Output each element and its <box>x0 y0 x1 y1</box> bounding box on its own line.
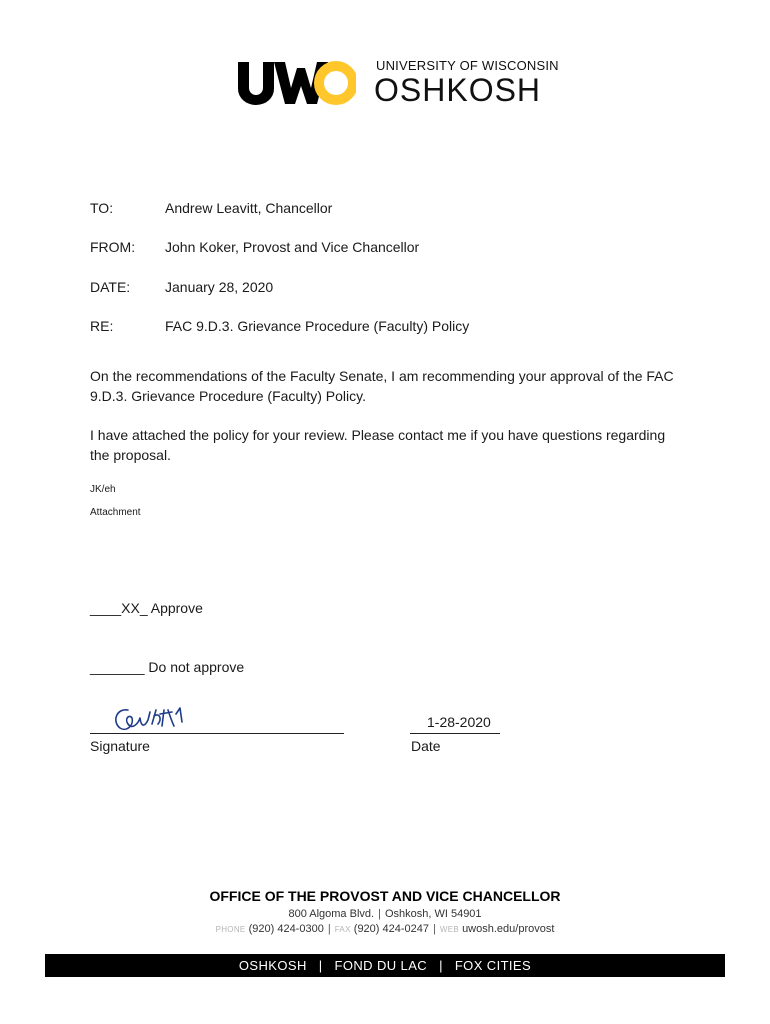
phone-label: PHONE <box>215 925 246 934</box>
not-approve-label: Do not approve <box>148 659 245 675</box>
approve-mark: ____XX_ <box>90 600 148 616</box>
logo-university-text: UNIVERSITY OF WISCONSIN <box>376 58 559 73</box>
web-address: uwosh.edu/provost <box>462 923 555 935</box>
body-paragraph-1: On the recommendations of the Faculty Senate, I am recommending your approval of the FAC 9.D.3. Grievance Procedure (Faculty) Policy. <box>90 368 674 404</box>
signature-line <box>90 733 344 734</box>
approve-label: Approve <box>150 600 203 616</box>
date-label-bottom: Date <box>411 738 441 754</box>
fax-label: FAX <box>334 925 351 934</box>
to-label: TO: <box>90 200 114 216</box>
city-state-zip: Oshkosh, WI 54901 <box>384 908 482 920</box>
approve-option <box>90 600 203 616</box>
office-title: OFFICE OF THE PROVOST AND VICE CHANCELLOR <box>209 888 561 904</box>
campus-bar <box>45 954 725 977</box>
from-label: FROM: <box>90 239 136 255</box>
signed-date: 1-28-2020 <box>427 714 491 730</box>
not-approve-option <box>90 659 244 675</box>
campus-fond-du-lac: FOND DU LAC <box>334 958 428 973</box>
to-value: Andrew Leavitt, Chancellor <box>165 200 333 216</box>
campus-separator: | <box>439 958 443 973</box>
initials: JK/eh <box>90 484 116 495</box>
re-label: RE: <box>90 318 114 334</box>
fax-number: (920) 424-0247 <box>353 923 430 935</box>
address-line: 800 Algoma Blvd. | Oshkosh, WI 54901 <box>288 908 482 920</box>
web-label: WEB <box>439 925 459 934</box>
body-paragraph-2: I have attached the policy for your review. Please contact me if you have questions regarding the proposal. <box>90 427 666 463</box>
re-value: FAC 9.D.3. Grievance Procedure (Faculty) Policy <box>165 318 470 334</box>
street-address: 800 Algoma Blvd. <box>288 908 375 920</box>
from-value: John Koker, Provost and Vice Chancellor <box>165 239 420 255</box>
contact-line: PHONE (920) 424-0300 | FAX (920) 424-0247 | WEB uwosh.edu/provost <box>215 923 555 935</box>
attachment-note: Attachment <box>90 507 141 518</box>
campus-separator: | <box>318 958 323 973</box>
handwritten-signature <box>110 700 190 736</box>
uwo-logo <box>236 60 356 106</box>
campus-oshkosh: OSHKOSH <box>238 958 307 973</box>
phone-number: (920) 424-0300 <box>248 923 324 935</box>
date-line <box>410 733 500 734</box>
date-value: January 28, 2020 <box>165 279 274 295</box>
not-approve-mark: _______ <box>90 659 145 675</box>
signature-label: Signature <box>90 738 150 754</box>
date-label: DATE: <box>90 279 131 295</box>
logo-campus-text: OSHKOSH <box>374 72 542 108</box>
campus-fox-cities: FOX CITIES <box>454 958 532 973</box>
